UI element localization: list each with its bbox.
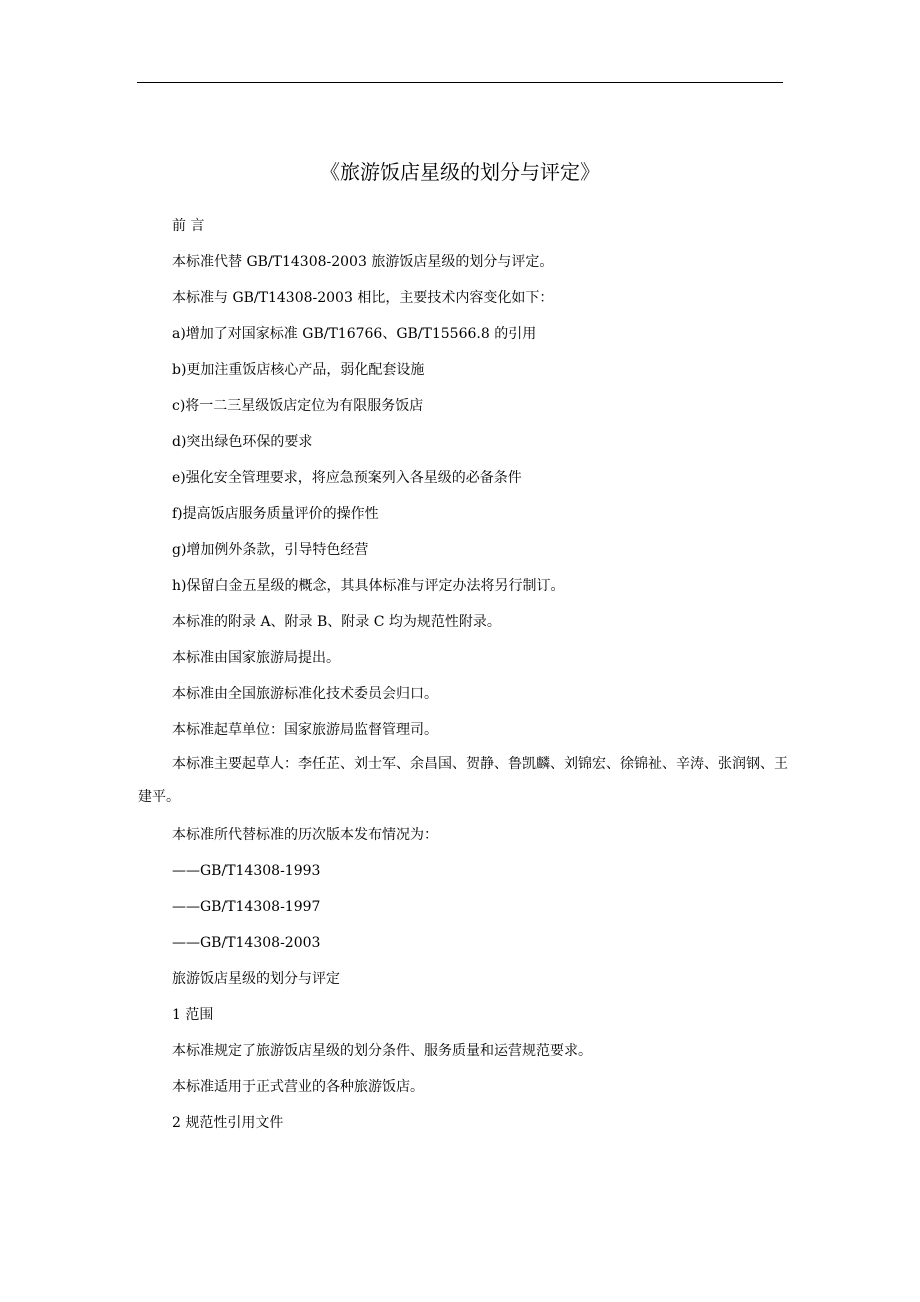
- document-body: [138, 208, 788, 1141]
- section-heading: 1 范围: [172, 1007, 214, 1023]
- list-item: a)增加了对国家标准 GB/T16766、GB/T15566.8 的引用: [172, 326, 537, 342]
- foreword-heading: 前 言: [172, 218, 205, 234]
- paragraph: 本标准所代替标准的历次版本发布情况为：: [172, 827, 438, 843]
- list-item: e)强化安全管理要求，将应急预案列入各星级的必备条件: [172, 470, 522, 486]
- list-item: b)更加注重饭店核心产品，弱化配套设施: [172, 362, 425, 378]
- header-rule: [137, 82, 783, 83]
- section-title: 旅游饭店星级的划分与评定: [172, 971, 340, 987]
- paragraph: 本标准由国家旅游局提出。: [172, 650, 340, 666]
- paragraph: 本标准适用于正式营业的各种旅游饭店。: [172, 1079, 424, 1095]
- document-title: 《旅游饭店星级的划分与评定》: [320, 160, 600, 184]
- list-item: h)保留白金五星级的概念，其具体标准与评定办法将另行制订。: [172, 578, 565, 594]
- paragraph: 本标准由全国旅游标准化技术委员会归口。: [172, 686, 438, 702]
- section-heading: 2 规范性引用文件: [172, 1115, 284, 1131]
- list-item: f)提高饭店服务质量评价的操作性: [172, 506, 379, 522]
- version-item: ——GB/T14308-1997: [172, 899, 321, 915]
- paragraph: 本标准与 GB/T14308-2003 相比，主要技术内容变化如下：: [172, 290, 554, 306]
- version-item: ——GB/T14308-2003: [172, 935, 321, 951]
- list-item: c)将一二三星级饭店定位为有限服务饭店: [172, 398, 424, 414]
- paragraph: 本标准起草单位：国家旅游局监督管理司。: [172, 722, 438, 738]
- drafters-paragraph: 本标准主要起草人：李任芷、刘士军、余昌国、贺静、鲁凯麟、刘锦宏、徐锦祉、辛涛、张润钢、王建平。: [138, 756, 788, 805]
- list-item: d)突出绿色环保的要求: [172, 434, 313, 450]
- list-item: g)增加例外条款，引导特色经营: [172, 542, 369, 558]
- paragraph: 本标准的附录 A、附录 B、附录 C 均为规范性附录。: [172, 614, 501, 630]
- paragraph: 本标准代替 GB/T14308-2003 旅游饭店星级的划分与评定。: [172, 254, 554, 270]
- paragraph: 本标准规定了旅游饭店星级的划分条件、服务质量和运营规范要求。: [172, 1043, 592, 1059]
- version-item: ——GB/T14308-1993: [172, 863, 321, 879]
